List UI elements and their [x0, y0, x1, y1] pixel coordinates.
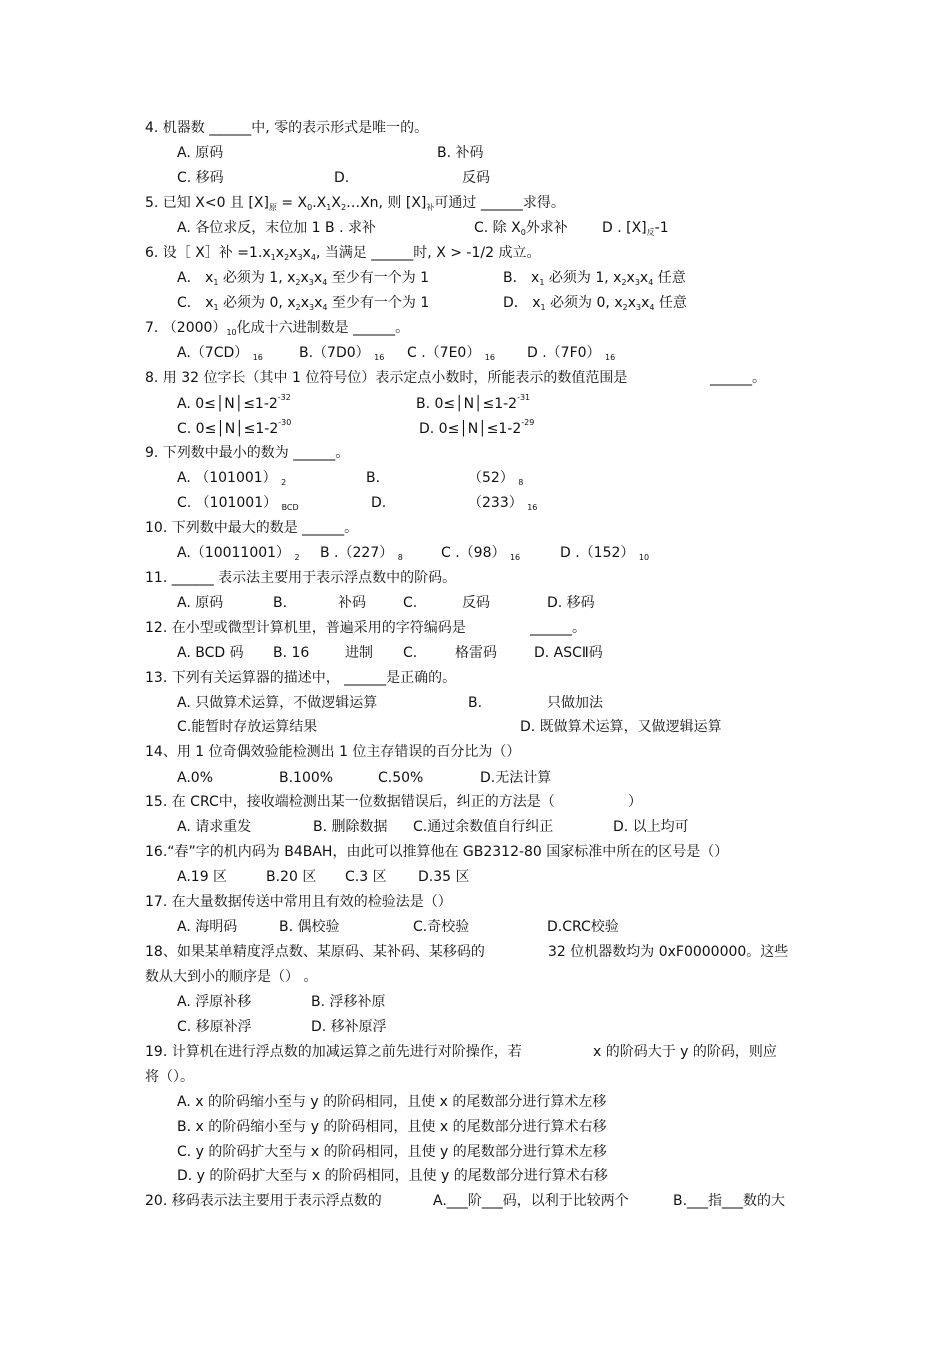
option-d: D. — [334, 170, 350, 186]
option-d: D. 移补原浮 — [311, 1019, 387, 1035]
option-a: A. 海明码 — [177, 919, 238, 935]
text: 5. 已知 X<0 且 $[X]_原$ = $X_0.X_1X_2\dots Xn$, 则 $[X]_补$可通过 ______求得。 — [145, 195, 565, 212]
option-d-text: 反码 — [462, 170, 490, 186]
option-d: D . $[X]_反-1$ — [602, 220, 669, 237]
text: 20. 移码表示法主要用于表示浮点数的 — [145, 1193, 382, 1209]
option-b: B. 删除数据 — [313, 819, 388, 835]
option-c: C. 移码 — [177, 170, 224, 186]
text-paren: ） — [628, 794, 642, 810]
option-b-text: 补码 — [338, 595, 366, 611]
text: 数从大到小的顺序是（） 。 — [145, 969, 318, 985]
option-d: D .（7F0） $_{16}$ — [527, 345, 616, 362]
option-d: D. y 的阶码扩大至与 x 的阶码相同，且使 y 的尾数部分进行算术右移 — [177, 1168, 608, 1184]
option-c-text: 反码 — [462, 595, 490, 611]
text-a: A.___阶___码，以利于比较两个 — [433, 1193, 629, 1209]
option-d: D. — [371, 495, 387, 511]
option-a: A. 原码 — [177, 145, 224, 161]
option-a: A. 原码 — [177, 595, 224, 611]
text: 8. 用 32 位字长（其中 1 位符号位）表示定点小数时，所能表示的数值范围是 — [145, 370, 628, 386]
text: 12. 在小型或微型计算机里，普遍采用的字符编码是 — [145, 620, 466, 636]
option-d: D. 既做算术运算，又做逻辑运算 — [520, 719, 722, 735]
option-b: B. 补码 — [437, 145, 484, 161]
text-cont: x 的阶码大于 y 的阶码，则应 — [593, 1044, 777, 1060]
option-b: B. — [273, 595, 288, 611]
option-a: A. 浮原补移 — [177, 994, 252, 1010]
option-d: D． $x_1$ 必须为 0, $x_2x_3x_4$ 任意 — [503, 295, 687, 312]
option-c: C .（7E0） $_{16}$ — [407, 345, 495, 362]
text: 7. $(2000)_{10}$化成十六进制数是 ______。 — [145, 320, 410, 337]
option-b: B. 16 — [273, 645, 310, 661]
option-c: C. y 的阶码扩大至与 x 的阶码相同，且使 y 的尾数部分进行算术左移 — [177, 1144, 607, 1160]
option-c: C.能暂时存放运算结果 — [177, 719, 318, 735]
option-d: D. 移码 — [547, 595, 595, 611]
option-b: B. — [366, 470, 381, 486]
text: 14、用 1 位奇偶效验能检测出 1 位主存错误的百分比为（） — [145, 744, 521, 760]
option-a: A.（10011001） $_2$ — [177, 545, 300, 562]
option-a: A. BCD 码 — [177, 645, 244, 661]
option-c: C. 移原补浮 — [177, 1019, 252, 1035]
option-b: B. x 的阶码缩小至与 y 的阶码相同，且使 x 的尾数部分进行算术右移 — [177, 1119, 607, 1135]
option-a: A. x 的阶码缩小至与 y 的阶码相同，且使 x 的尾数部分进行算术左移 — [177, 1094, 607, 1110]
text: 6. 设［ X］补 $=1.x_1x_2x_3x_4$, 当满足 ______时, X > -1/2 成立。 — [145, 245, 541, 262]
text: 15. 在 CRC中，接收端检测出某一位数据错误后，纠正的方法是（ — [145, 794, 555, 810]
option-b: B.20 区 — [266, 869, 317, 885]
text: 4. 机器数 ______中, 零的表示形式是唯一的。 — [145, 120, 429, 136]
option-b: B． $x_1$ 必须为 1, $x_2x_3x_4$ 任意 — [503, 270, 686, 287]
text-blank: ______。 — [530, 620, 586, 636]
text: 19. 计算机在进行浮点数的加减运算之前先进行对阶操作，若 — [145, 1044, 522, 1060]
option-a: A. 请求重发 — [177, 819, 252, 835]
option-a: A． $x_1$ 必须为 1, $x_2x_3x_4$ 至少有一个为 1 — [177, 270, 430, 287]
option-b: B. 偶校验 — [279, 919, 340, 935]
option-c: C .（98） $_{16}$ — [441, 545, 521, 562]
option-b: B.（7D0） $_{16}$ — [299, 345, 385, 362]
text: 10. 下列数中最大的数是 ______。 — [145, 520, 359, 536]
option-a: A. $0\le│N│\le 1-2^{-32}$ — [177, 393, 291, 412]
text: 13. 下列有关运算器的描述中， ______是正确的。 — [145, 670, 457, 686]
option-c: C.通过余数值自行纠正 — [413, 819, 554, 835]
option-d: D. ASCⅡ码 — [534, 645, 603, 661]
option-c: C.50% — [378, 770, 424, 786]
option-d: D .（152） $_{10}$ — [560, 545, 650, 562]
option-c: C. $0\le│N│\le 1-2^{-30}$ — [177, 418, 292, 437]
option-b: B .（227） $_8$ — [320, 545, 403, 562]
option-d: D.CRC校验 — [547, 919, 619, 935]
option-c-text: 格雷码 — [455, 645, 497, 661]
text: 将（）。 — [145, 1069, 194, 1085]
option-c: C. （101001） $_{BCD}$ — [177, 495, 299, 512]
option-d: D.35 区 — [418, 869, 470, 885]
text-b: B.___指___数的大 — [673, 1193, 786, 1209]
text-cont: 32 位机器数均为 0xF0000000。这些 — [548, 944, 789, 960]
text-blank: ______。 — [710, 370, 766, 386]
text: 11. ______ 表示法主要用于表示浮点数中的阶码。 — [145, 570, 457, 586]
option-c: C.奇校验 — [413, 919, 470, 935]
text: 9. 下列数中最小的数为 ______。 — [145, 445, 350, 461]
option-b: B. 浮移补原 — [311, 994, 386, 1010]
text: 17. 在大量数据传送中常用且有效的检验法是（） — [145, 894, 452, 910]
option-ab: A. 各位求反，末位加 1 B . 求补 — [177, 220, 376, 236]
option-d: D. $0\le│N│\le 1-2^{-29}$ — [419, 418, 535, 437]
option-d: D.无法计算 — [480, 770, 552, 786]
option-b-value: （52） $_8$ — [468, 470, 524, 487]
option-b-text: 进制 — [345, 645, 373, 661]
option-c: C.3 区 — [345, 869, 387, 885]
text: 16.“春”字的机内码为 B4BAH，由此可以推算他在 GB2312-80 国家标准中所在的区号是（） — [145, 844, 729, 860]
option-a: A. （101001） $_2$ — [177, 470, 287, 487]
option-a: A.（7CD） $_{16}$ — [177, 345, 263, 362]
option-c: C. — [403, 595, 418, 611]
option-c: C. 除 $X_0$外求补 — [474, 220, 568, 237]
option-c: C. — [403, 645, 418, 661]
option-b: B.100% — [279, 770, 334, 786]
option-a: A. 只做算术运算，不做逻辑运算 — [177, 695, 378, 711]
option-d: D. 以上均可 — [613, 819, 689, 835]
text: 18、如果某单精度浮点数、某原码、某补码、某移码的 — [145, 944, 485, 960]
option-d-value: （233） $_{16}$ — [468, 495, 538, 512]
option-b: B. $0\le│N│\le 1-2^{-31}$ — [416, 393, 531, 412]
option-b-text: 只做加法 — [547, 695, 603, 711]
option-a: A.0% — [177, 770, 213, 786]
option-c: C． $x_1$ 必须为 0, $x_2x_3x_4$ 至少有一个为 1 — [177, 295, 430, 312]
option-b: B. — [468, 695, 483, 711]
option-a: A.19 区 — [177, 869, 228, 885]
